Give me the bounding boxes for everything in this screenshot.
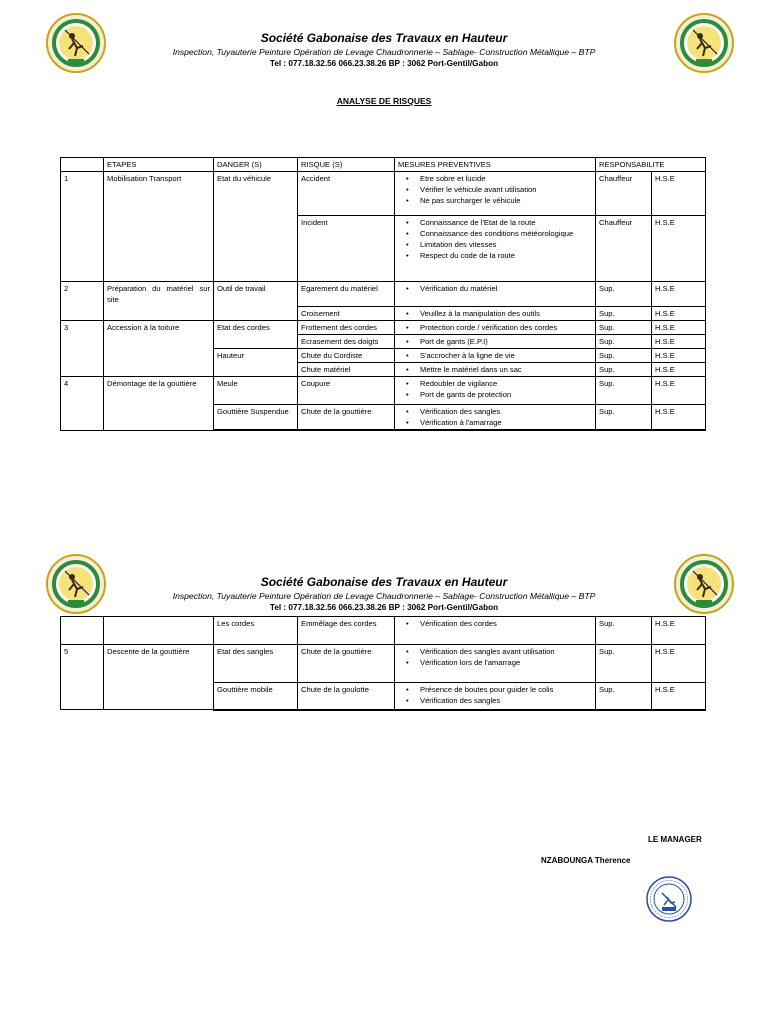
responsible-cell: Sup. xyxy=(596,282,652,307)
danger-cell: Gouttière mobile xyxy=(214,683,298,710)
hse-cell: H.S.E xyxy=(652,363,706,377)
danger-cell: Gouttière Suspendue xyxy=(214,405,298,431)
hse-cell: H.S.E xyxy=(652,405,706,431)
measure-item: • Connaissance de l'Etat de la route xyxy=(420,217,592,228)
step-name: Démontage de la gouttière xyxy=(104,377,214,431)
company-activities: Inspection, Tuyauterie Peinture Opération de Levage Chaudronnerie – Sablage- Construction Métallique – BTP xyxy=(172,47,596,57)
risk-cell: Chute de la gouttière xyxy=(298,405,395,431)
responsible-cell: Chauffeur xyxy=(596,172,652,216)
signatory-role: LE MANAGER xyxy=(648,835,702,844)
measures-cell xyxy=(395,216,596,282)
measure-item: • Port de gants (E.P.I) xyxy=(420,336,592,347)
measures-cell xyxy=(395,172,596,216)
danger-cell: Outil de travail xyxy=(214,282,298,321)
risk-cell: Egarement du matériel xyxy=(298,282,395,307)
danger-cell: Etat du véhicule xyxy=(214,172,298,282)
risk-cell: Ecrasement des doigts xyxy=(298,335,395,349)
step-number: 2 xyxy=(61,282,104,321)
measure-item: • Vérification des sangles xyxy=(420,406,592,417)
risk-cell: Croisement xyxy=(298,307,395,321)
step-name: Accession à la toiture xyxy=(104,321,214,377)
step-name xyxy=(104,617,214,645)
danger-cell: Hauteur xyxy=(214,349,298,377)
header-responsabilite: RESPONSABILITE xyxy=(596,158,706,172)
responsible-cell: Sup. xyxy=(596,307,652,321)
responsible-cell: Sup. xyxy=(596,335,652,349)
danger-cell: Meule xyxy=(214,377,298,405)
hse-cell: H.S.E xyxy=(652,172,706,216)
responsible-cell: Sup. xyxy=(596,617,652,645)
step-number: 4 xyxy=(61,377,104,431)
table-row xyxy=(61,377,706,405)
table-row xyxy=(61,282,706,307)
measure-item: • S'accrocher à la ligne de vie xyxy=(420,350,592,361)
risk-cell: Frottement des cordes xyxy=(298,321,395,335)
hse-cell: H.S.E xyxy=(652,307,706,321)
risk-cell: Chute de la gouttière xyxy=(298,645,395,683)
measures-cell xyxy=(395,349,596,363)
signatory-name: NZABOUNGA Therence xyxy=(541,856,631,865)
hse-cell: H.S.E xyxy=(652,335,706,349)
company-stamp xyxy=(645,875,693,923)
risk-cell: Incident xyxy=(298,216,395,282)
hse-cell: H.S.E xyxy=(652,216,706,282)
step-name: Mobilisation Transport xyxy=(104,172,214,282)
hse-cell: H.S.E xyxy=(652,321,706,335)
step-name: Descente de la gouttière xyxy=(104,645,214,710)
measures-cell xyxy=(395,617,596,645)
responsible-cell: Sup. xyxy=(596,683,652,710)
document-title: ANALYSE DE RISQUES xyxy=(336,96,432,106)
measure-item: • Vérification des sangles avant utilisation xyxy=(420,646,592,657)
company-contact: Tel : 077.18.32.56 066.23.38.26 BP : 3062 Port-Gentil/Gabon xyxy=(269,59,499,68)
responsible-cell: Sup. xyxy=(596,321,652,335)
measure-item: • Etre sobre et lucide xyxy=(420,173,592,184)
danger-cell: Etat des cordes xyxy=(214,321,298,349)
risk-analysis-table-continued xyxy=(60,616,706,711)
measures-cell xyxy=(395,377,596,405)
risk-cell: Chute du Cordiste xyxy=(298,349,395,363)
document-header xyxy=(0,31,768,68)
hse-cell: H.S.E xyxy=(652,645,706,683)
measure-item: • Vérification des sangles xyxy=(420,695,592,706)
document-header-page2 xyxy=(0,575,768,612)
table-row xyxy=(61,617,706,645)
risk-cell: Chute matériel xyxy=(298,363,395,377)
table-row xyxy=(61,172,706,216)
company-activities: Inspection, Tuyauterie Peinture Opération de Levage Chaudronnerie – Sablage- Construction Métallique – BTP xyxy=(172,591,596,601)
measure-item: • Présence de boutes pour guider le colis xyxy=(420,684,592,695)
step-number: 3 xyxy=(61,321,104,377)
measure-item: • Redoubler de vigilance xyxy=(420,378,592,389)
step-number: 1 xyxy=(61,172,104,282)
step-number xyxy=(61,617,104,645)
header-etapes: ETAPES xyxy=(104,158,214,172)
step-number: 5 xyxy=(61,645,104,710)
company-name: Société Gabonaise des Travaux en Hauteur xyxy=(260,575,508,589)
measure-item: • Protection corde / vérification des cordes xyxy=(420,322,592,333)
measures-cell xyxy=(395,683,596,710)
risk-cell: Chute de la goulotte xyxy=(298,683,395,710)
danger-cell: Etat des sangles xyxy=(214,645,298,683)
hse-cell: H.S.E xyxy=(652,683,706,710)
responsible-cell: Sup. xyxy=(596,363,652,377)
measure-item: • Respect du code de la route xyxy=(420,250,592,261)
danger-cell: Les cordes xyxy=(214,617,298,645)
responsible-cell: Sup. xyxy=(596,645,652,683)
responsible-cell: Chauffeur xyxy=(596,216,652,282)
header-risque: RISQUE (S) xyxy=(298,158,395,172)
company-name: Société Gabonaise des Travaux en Hauteur xyxy=(260,31,508,45)
header-danger: DANGER (S) xyxy=(214,158,298,172)
responsible-cell: Sup. xyxy=(596,405,652,431)
header-mesures: MESURES PREVENTIVES xyxy=(395,158,596,172)
hse-cell: H.S.E xyxy=(652,282,706,307)
measures-cell xyxy=(395,321,596,335)
measure-item: • Vérification des cordes xyxy=(420,618,592,629)
hse-cell: H.S.E xyxy=(652,617,706,645)
measures-cell xyxy=(395,363,596,377)
measure-item: • Vérification à l'amarrage xyxy=(420,417,592,428)
measures-cell xyxy=(395,335,596,349)
company-contact: Tel : 077.18.32.56 066.23.38.26 BP : 3062 Port-Gentil/Gabon xyxy=(269,603,499,612)
measure-item: • Vérifier le véhicule avant utilisation xyxy=(420,184,592,195)
table-row xyxy=(61,645,706,683)
measure-item: • Vérification lors de l'amarrage xyxy=(420,657,592,668)
measures-cell xyxy=(395,307,596,321)
table-header-row xyxy=(61,158,706,172)
measure-item: • Connaissance des conditions météorologique xyxy=(420,228,592,239)
measure-item: • Port de gants de protection xyxy=(420,389,592,400)
measure-item: • Limitation des vitesses xyxy=(420,239,592,250)
risk-analysis-table xyxy=(60,157,706,431)
risk-cell: Accident xyxy=(298,172,395,216)
measures-cell xyxy=(395,645,596,683)
hse-cell: H.S.E xyxy=(652,349,706,363)
responsible-cell: Sup. xyxy=(596,349,652,363)
step-name: Préparation du matériel sur site xyxy=(104,282,214,321)
measure-item: • Vérification du matériel xyxy=(420,283,592,294)
responsible-cell: Sup. xyxy=(596,377,652,405)
header-num xyxy=(61,158,104,172)
table-row xyxy=(61,321,706,335)
risk-cell: Coupure xyxy=(298,377,395,405)
measure-item: • Mettre le matériel dans un sac xyxy=(420,364,592,375)
measures-cell xyxy=(395,405,596,431)
measures-cell xyxy=(395,282,596,307)
measure-item: • Ne pas surcharger le véhicule xyxy=(420,195,592,206)
risk-cell: Emmêlage des cordes xyxy=(298,617,395,645)
measure-item: • Veuillez à la manipulation des outils xyxy=(420,308,592,319)
hse-cell: H.S.E xyxy=(652,377,706,405)
